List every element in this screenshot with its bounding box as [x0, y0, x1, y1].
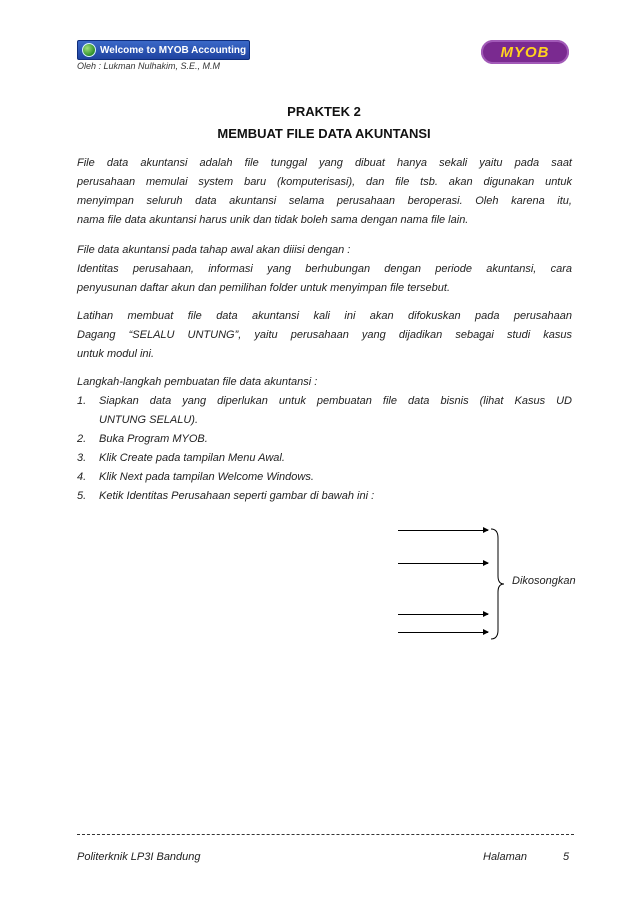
list-item	[77, 392, 572, 430]
step-text: Ketik Identitas Perusahaan seperti gambar di bawah ini :	[99, 490, 375, 502]
page-title: PRAKTEK 2	[287, 104, 361, 119]
steps-intro	[77, 373, 572, 392]
list-item	[77, 430, 572, 449]
step-text: Buka Program MYOB.	[99, 433, 208, 445]
list-item	[77, 487, 572, 506]
footer-page-number: 5	[563, 851, 570, 863]
step-number: 1.	[77, 395, 87, 407]
footer-page-label: Halaman	[483, 851, 528, 863]
curly-brace-icon	[488, 528, 508, 640]
author-line: Oleh : Lukman Nulhakim, S.E., M.M	[77, 61, 221, 71]
globe-icon	[82, 43, 96, 57]
paragraph-line: Dagang “SELALU UNTUNG”, yaitu perusahaan yang dijadikan sebagai studi kasus	[77, 329, 572, 341]
myob-logo	[481, 40, 569, 64]
arrow-right-icon	[398, 530, 488, 531]
page-subtitle: MEMBUAT FILE DATA AKUNTANSI	[217, 126, 431, 141]
paragraph-line: File data akuntansi pada tahap awal akan diiisi dengan :	[77, 244, 351, 256]
paragraph-line: Latihan membuat file data akuntansi kali ini akan difokuskan pada perusahaan	[77, 310, 572, 322]
footer-institution: Politerknik LP3I Bandung	[77, 851, 201, 863]
myob-welcome-banner	[77, 40, 250, 60]
steps-list	[77, 392, 572, 506]
arrow-right-icon	[398, 632, 488, 633]
paragraph-intro	[77, 154, 572, 230]
paragraph-line: penyusunan daftar akun dan pemilihan folder untuk menyimpan file tersebut.	[77, 282, 451, 294]
paragraph-line: Identitas perusahaan, informasi yang berhubungan dengan periode akuntansi, cara	[77, 263, 572, 275]
paragraph-line: nama file data akuntansi harus unik dan tidak boleh sama dengan nama file lain.	[77, 214, 469, 226]
step-line: UNTUNG SELALU).	[99, 414, 199, 426]
paragraph-line: untuk modul ini.	[77, 348, 155, 360]
step-text	[99, 392, 572, 430]
paragraph-content	[77, 241, 572, 298]
paragraph-line: Langkah-langkah pembuatan file data akuntansi :	[77, 376, 318, 388]
arrow-right-icon	[398, 563, 488, 564]
step-text: Klik Next pada tampilan Welcome Windows.	[99, 471, 314, 483]
paragraph-line: perusahaan memulai system baru (komputerisasi), dan file tsb. akan digunakan untuk	[77, 176, 572, 188]
list-item	[77, 468, 572, 487]
step-text: Klik Create pada tampilan Menu Awal.	[99, 452, 285, 464]
step-number: 5.	[77, 490, 87, 502]
list-item	[77, 449, 572, 468]
banner-text: Welcome to MYOB Accounting	[100, 44, 247, 56]
step-number: 2.	[77, 433, 87, 445]
logo-text: MYOB	[500, 43, 550, 61]
blank-fields-label: Dikosongkan	[512, 575, 576, 587]
footer-divider	[77, 834, 574, 835]
arrow-right-icon	[398, 614, 488, 615]
paragraph-exercise	[77, 307, 572, 364]
step-line: Siapkan data yang diperlukan untuk pembuatan file data bisnis (lihat Kasus UD	[99, 395, 572, 407]
step-number: 3.	[77, 452, 87, 464]
step-number: 4.	[77, 471, 87, 483]
paragraph-line: menyimpan seluruh data akuntansi selama perusahaan beroperasi. Oleh karena itu,	[77, 195, 572, 207]
paragraph-line: File data akuntansi adalah file tunggal yang dibuat hanya sekali yaitu pada saat	[77, 157, 572, 169]
